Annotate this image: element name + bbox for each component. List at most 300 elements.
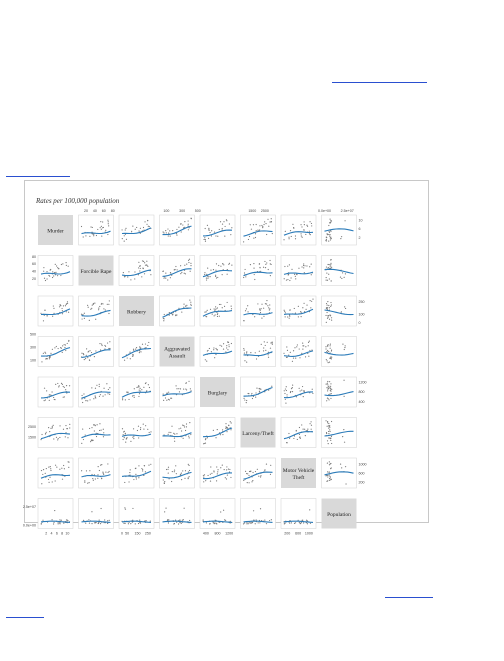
data-point	[168, 399, 169, 400]
data-point	[59, 437, 60, 438]
data-point	[261, 225, 262, 226]
data-point	[100, 523, 101, 524]
variable-label: Larceny/Theft	[242, 431, 274, 437]
data-point	[209, 276, 210, 277]
data-point	[309, 350, 310, 351]
data-point	[288, 237, 289, 238]
data-point	[285, 316, 286, 317]
data-point	[287, 357, 288, 358]
data-point	[168, 233, 169, 234]
data-point	[122, 398, 123, 399]
data-point	[69, 424, 70, 425]
data-point	[46, 271, 47, 272]
data-point	[140, 351, 141, 352]
data-point	[130, 441, 131, 442]
data-point	[297, 344, 298, 345]
data-point	[330, 389, 331, 390]
data-point	[340, 464, 341, 465]
data-point	[139, 270, 140, 271]
data-point	[59, 519, 60, 520]
data-point	[246, 351, 247, 352]
data-point	[63, 429, 64, 430]
scatter-panel	[160, 256, 195, 286]
data-point	[272, 344, 273, 345]
variable-label: Population	[327, 512, 351, 518]
data-point	[295, 276, 296, 277]
data-point	[107, 520, 108, 521]
data-point	[256, 388, 257, 389]
data-point	[101, 343, 102, 344]
data-point	[205, 239, 206, 240]
data-point	[219, 345, 220, 346]
data-point	[266, 523, 267, 524]
data-point	[269, 260, 270, 261]
data-point	[305, 346, 306, 347]
data-point	[211, 230, 212, 231]
axis-tick-label: 1000	[358, 462, 367, 467]
data-point	[130, 279, 131, 280]
data-point	[327, 381, 328, 382]
data-point	[205, 438, 206, 439]
data-point	[261, 304, 262, 305]
data-point	[227, 302, 228, 303]
data-point	[95, 388, 96, 389]
data-point	[327, 463, 328, 464]
data-point	[259, 391, 260, 392]
data-point	[263, 316, 264, 317]
data-point	[133, 436, 134, 437]
data-point	[139, 350, 140, 351]
data-point	[58, 522, 59, 523]
data-point	[61, 264, 62, 265]
data-point	[265, 303, 266, 304]
data-point	[100, 465, 101, 466]
data-point	[188, 224, 189, 225]
data-point	[244, 350, 245, 351]
data-point	[174, 523, 175, 524]
data-point	[299, 434, 300, 435]
axis-tick-label: 100	[30, 358, 36, 363]
data-point	[227, 428, 228, 429]
data-point	[255, 471, 256, 472]
data-point	[326, 384, 327, 385]
scatter-panel	[241, 337, 276, 367]
data-point	[244, 360, 245, 361]
data-point	[298, 316, 299, 317]
data-point	[329, 222, 330, 223]
data-point	[68, 461, 69, 462]
data-point	[219, 316, 220, 317]
data-point	[292, 387, 293, 388]
data-point	[47, 358, 48, 359]
data-point	[50, 269, 51, 270]
data-point	[57, 383, 58, 384]
data-point	[95, 350, 96, 351]
data-point	[85, 522, 86, 523]
data-point	[244, 522, 245, 523]
data-point	[93, 304, 94, 305]
data-point	[205, 316, 206, 317]
data-point	[108, 225, 109, 226]
data-point	[243, 320, 244, 321]
data-point	[174, 471, 175, 472]
data-point	[207, 268, 208, 269]
data-point	[227, 349, 228, 350]
data-point	[64, 347, 65, 348]
data-point	[57, 275, 58, 276]
data-point	[216, 263, 217, 264]
data-point	[65, 389, 66, 390]
data-point	[179, 391, 180, 392]
data-point	[260, 476, 261, 477]
data-point	[145, 383, 146, 384]
data-point	[56, 467, 57, 468]
data-point	[101, 478, 102, 479]
data-point	[295, 238, 296, 239]
data-point	[98, 522, 99, 523]
axis-tick-label: 400	[202, 531, 209, 536]
data-point	[97, 474, 98, 475]
data-point	[55, 384, 56, 385]
data-point	[182, 520, 183, 521]
data-point	[44, 388, 45, 389]
data-point	[326, 359, 327, 360]
data-point	[271, 218, 272, 219]
data-point	[85, 400, 86, 401]
data-point	[294, 274, 295, 275]
data-point	[44, 352, 45, 353]
data-point	[328, 351, 329, 352]
data-point	[99, 306, 100, 307]
data-point	[344, 442, 345, 443]
data-point	[52, 427, 53, 428]
data-point	[91, 352, 92, 353]
data-point	[107, 472, 108, 473]
data-point	[49, 431, 50, 432]
data-point	[225, 428, 226, 429]
data-point	[328, 443, 329, 444]
data-point	[330, 386, 331, 387]
data-point	[290, 392, 291, 393]
data-point	[299, 388, 300, 389]
data-point	[62, 345, 63, 346]
data-point	[246, 523, 247, 524]
data-point	[174, 433, 175, 434]
axis-tick-label: 80	[110, 209, 115, 213]
data-point	[326, 266, 327, 267]
data-point	[178, 523, 179, 524]
data-point	[266, 234, 267, 235]
data-point	[122, 428, 123, 429]
data-point	[190, 218, 191, 219]
data-point	[230, 234, 231, 235]
data-point	[136, 347, 137, 348]
data-point	[289, 318, 290, 319]
data-point	[311, 223, 312, 224]
data-point	[190, 271, 191, 272]
data-point	[224, 306, 225, 307]
data-point	[327, 476, 328, 477]
data-point	[138, 386, 139, 387]
data-point	[82, 428, 83, 429]
data-point	[51, 391, 52, 392]
data-point	[326, 239, 327, 240]
data-point	[133, 350, 134, 351]
data-point	[207, 475, 208, 476]
data-point	[284, 393, 285, 394]
data-point	[342, 272, 343, 273]
data-point	[217, 277, 218, 278]
variable-label: Burglary	[207, 390, 228, 397]
data-point	[134, 278, 135, 279]
data-point	[289, 310, 290, 311]
data-point	[303, 230, 304, 231]
data-point	[230, 429, 231, 430]
data-point	[329, 314, 330, 315]
data-point	[229, 223, 230, 224]
data-point	[64, 387, 65, 388]
data-point	[327, 346, 328, 347]
data-point	[214, 232, 215, 233]
scatter-panel	[241, 458, 276, 488]
data-point	[213, 470, 214, 471]
data-point	[205, 241, 206, 242]
data-point	[128, 271, 129, 272]
data-point	[185, 273, 186, 274]
data-point	[220, 467, 221, 468]
data-point	[259, 309, 260, 310]
data-point	[328, 399, 329, 400]
data-point	[307, 226, 308, 227]
data-point	[207, 278, 208, 279]
data-point	[272, 233, 273, 234]
data-point	[66, 519, 67, 520]
data-point	[138, 437, 139, 438]
data-point	[270, 348, 271, 349]
data-point	[226, 469, 227, 470]
data-point	[245, 471, 246, 472]
data-point	[94, 430, 95, 431]
data-point	[41, 470, 42, 471]
data-point	[145, 425, 146, 426]
data-point	[59, 306, 60, 307]
data-point	[55, 272, 56, 273]
data-point	[302, 520, 303, 521]
data-point	[228, 344, 229, 345]
data-point	[60, 275, 61, 276]
axis-tick-label: 20	[83, 209, 88, 213]
data-point	[271, 221, 272, 222]
data-point	[49, 400, 50, 401]
data-point	[168, 235, 169, 236]
data-point	[209, 232, 210, 233]
data-point	[132, 226, 133, 227]
data-point	[327, 384, 328, 385]
axis-tick-label: 1500	[28, 435, 36, 440]
data-point	[58, 348, 59, 349]
data-point	[103, 432, 104, 433]
data-point	[312, 389, 313, 390]
variable-label: Motor Vehicle	[282, 468, 315, 474]
data-point	[46, 390, 47, 391]
data-point	[97, 424, 98, 425]
data-point	[328, 225, 329, 226]
data-point	[109, 387, 110, 388]
data-point	[304, 429, 305, 430]
data-point	[289, 280, 290, 281]
data-point	[244, 352, 245, 353]
axis-tick-label: 2	[358, 235, 361, 240]
axis-tick-label: 40	[92, 209, 97, 213]
data-point	[246, 400, 247, 401]
data-point	[226, 219, 227, 220]
data-point	[108, 348, 109, 349]
data-point	[103, 388, 104, 389]
data-point	[255, 237, 256, 238]
axis-tick-label: 80	[32, 254, 36, 259]
data-point	[326, 322, 327, 323]
data-point	[59, 385, 60, 386]
data-point	[328, 428, 329, 429]
data-point	[100, 430, 101, 431]
data-point	[290, 230, 291, 231]
data-point	[81, 318, 82, 319]
data-point	[163, 278, 164, 279]
data-point	[309, 221, 310, 222]
data-point	[94, 356, 95, 357]
data-point	[331, 356, 332, 357]
data-point	[303, 522, 304, 523]
data-point	[253, 237, 254, 238]
data-point	[180, 273, 181, 274]
data-point	[185, 305, 186, 306]
data-point	[293, 358, 294, 359]
data-point	[223, 349, 224, 350]
data-point	[134, 397, 135, 398]
data-point	[219, 304, 220, 305]
data-point	[214, 357, 215, 358]
variable-label: Murder	[47, 228, 64, 235]
data-point	[168, 392, 169, 393]
data-point	[328, 344, 329, 345]
data-point	[254, 316, 255, 317]
data-point	[330, 463, 331, 464]
data-point	[62, 479, 63, 480]
data-point	[205, 442, 206, 443]
data-point	[138, 230, 139, 231]
data-point	[49, 477, 50, 478]
data-point	[166, 469, 167, 470]
data-point	[256, 230, 257, 231]
data-point	[138, 477, 139, 478]
data-point	[124, 241, 125, 242]
data-point	[188, 477, 189, 478]
data-point	[172, 314, 173, 315]
data-point	[142, 470, 143, 471]
data-point	[141, 468, 142, 469]
data-point	[182, 224, 183, 225]
data-point	[190, 263, 191, 264]
data-point	[52, 349, 53, 350]
data-point	[291, 522, 292, 523]
data-point	[329, 476, 330, 477]
data-point	[340, 238, 341, 239]
data-point	[82, 402, 83, 403]
data-point	[62, 352, 63, 353]
data-point	[163, 394, 164, 395]
data-point	[220, 511, 221, 512]
data-point	[144, 273, 145, 274]
data-point	[328, 388, 329, 389]
data-point	[55, 264, 56, 265]
data-point	[215, 348, 216, 349]
data-point	[331, 443, 332, 444]
data-point	[215, 306, 216, 307]
data-point	[108, 221, 109, 222]
data-point	[173, 433, 174, 434]
data-point	[95, 395, 96, 396]
scatter-panel	[38, 499, 73, 529]
data-point	[243, 523, 244, 524]
data-point	[88, 519, 89, 520]
data-point	[138, 385, 139, 386]
data-point	[215, 275, 216, 276]
data-point	[269, 221, 270, 222]
data-point	[128, 399, 129, 400]
axis-tick-label: 10	[65, 531, 70, 536]
data-point	[103, 473, 104, 474]
data-point	[256, 224, 257, 225]
axis-tick-label: 2	[45, 531, 48, 536]
data-point	[327, 426, 328, 427]
data-point	[43, 320, 44, 321]
data-point	[205, 480, 206, 481]
data-point	[145, 520, 146, 521]
data-point	[178, 308, 179, 309]
data-point	[130, 358, 131, 359]
data-point	[180, 388, 181, 389]
data-point	[188, 262, 189, 263]
data-point	[259, 351, 260, 352]
data-point	[62, 263, 63, 264]
data-point	[330, 390, 331, 391]
data-point	[330, 263, 331, 264]
data-point	[106, 383, 107, 384]
data-point	[49, 357, 50, 358]
variable-label: Assault	[168, 353, 186, 360]
data-point	[305, 356, 306, 357]
data-point	[306, 520, 307, 521]
data-point	[270, 465, 271, 466]
data-point	[53, 438, 54, 439]
data-point	[327, 360, 328, 361]
data-point	[63, 397, 64, 398]
data-point	[92, 440, 93, 441]
data-point	[326, 307, 327, 308]
axis-tick-label: 1200	[358, 380, 367, 385]
data-point	[45, 473, 46, 474]
data-point	[184, 426, 185, 427]
data-point	[303, 390, 304, 391]
data-point	[245, 276, 246, 277]
data-point	[149, 387, 150, 388]
data-point	[204, 311, 205, 312]
data-point	[51, 519, 52, 520]
data-point	[60, 304, 61, 305]
data-point	[327, 318, 328, 319]
data-point	[216, 466, 217, 467]
data-point	[143, 261, 144, 262]
